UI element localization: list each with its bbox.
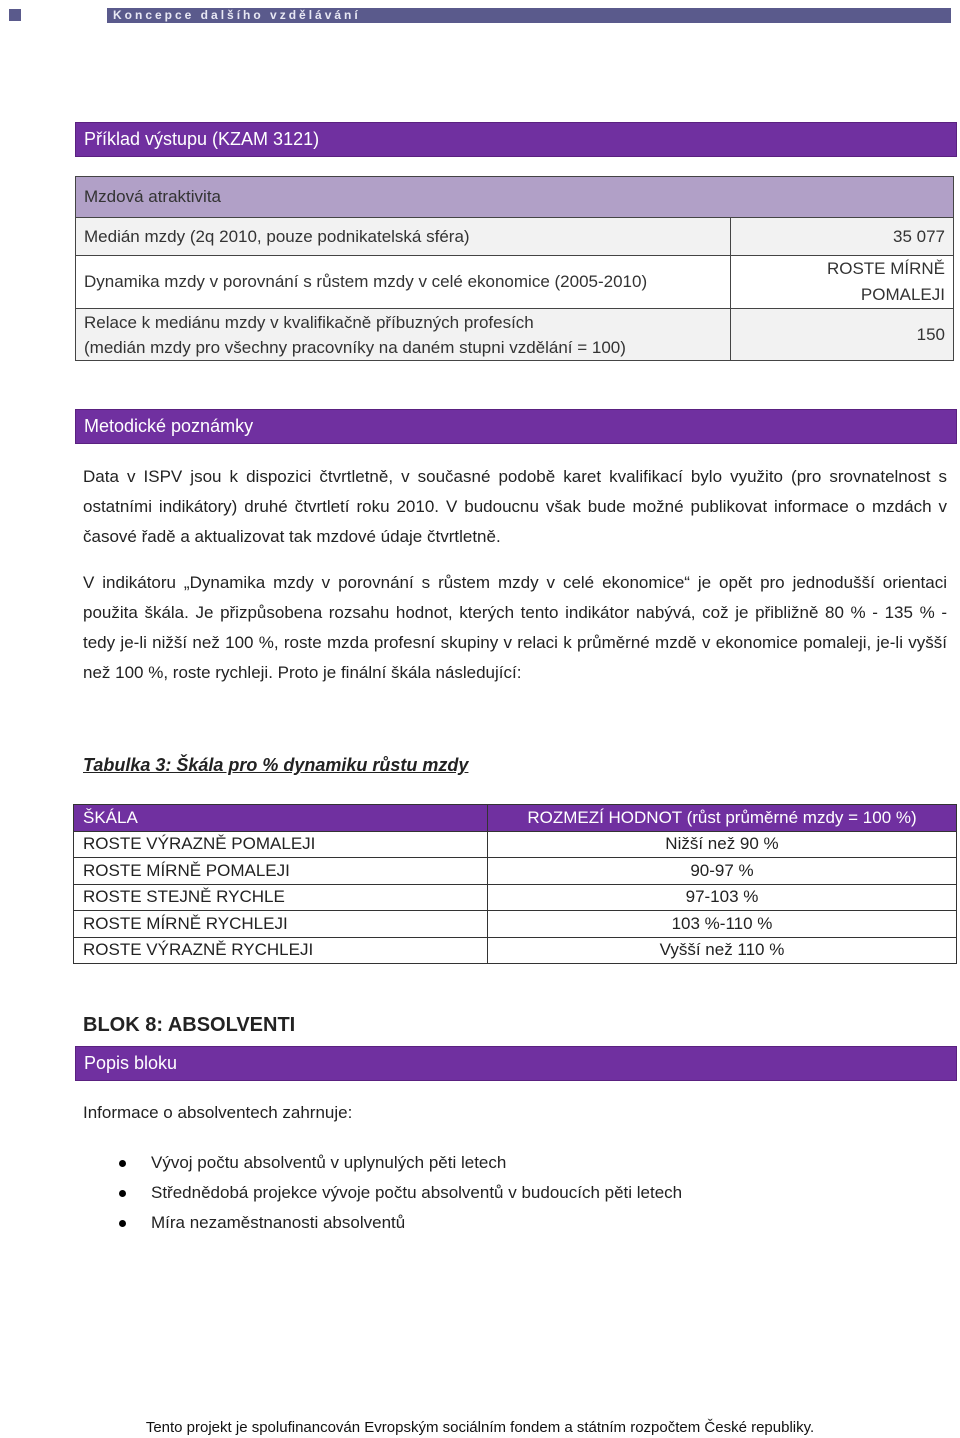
notes-paragraph-1: Data v ISPV jsou k dispozici čtvrtletně, v současné podobě karet kvalifikací bylo využito (pro srovnatelnost s ostatními indikátory) druhé čtvrtletí roku 2010. V budoucnu však bude možné publikovat informace o mzdách v časové řadě a aktualizovat tak mzdové údaje čtvrtletně. [83,467,947,546]
list-item [83,1178,682,1208]
wage-row-label [76,309,731,361]
wage-row-label-line1: Relace k mediánu mzdy v kvalifikačně příbuzných profesích [84,312,534,332]
block8-intro: Informace o absolventech zahrnuje: [83,1103,353,1122]
list-item [83,1208,682,1238]
notes-title: Metodické poznámky [75,409,957,444]
table-row [74,831,957,858]
bullet-icon [119,1160,126,1167]
list-item [83,1148,682,1178]
footer-text: Tento projekt je spolufinancován Evropským sociálním fondem a státním rozpočtem České republiky. [145,1419,815,1436]
block8-title: BLOK 8: ABSOLVENTI [83,1014,296,1036]
range-cell: 90-97 % [488,858,957,885]
wage-row-value: ROSTE MÍRNĚ POMALEJI [731,256,954,309]
table-row [74,884,957,911]
wage-table [75,176,954,361]
notes-paragraph-2: V indikátoru „Dynamika mzdy v porovnání s růstem mzdy v celé ekonomice“ je opět pro jednodušší orientaci použita škála. Je přizpůsobena rozsahu hodnot, kterých tento indikátor nabývá, což je přibližně 80 % - 135 % - tedy je-li nižší než 100 %, roste mzda profesní skupiny v relaci k průměrné mzdě v ekonomice pomaleji, je-li vyšší než 100 %, roste rychleji. Proto je finální škála následující: [83,573,947,682]
range-cell: Vyšší než 110 % [488,937,957,964]
wage-row-value: 150 [731,309,954,361]
table-row [74,937,957,964]
wage-section-title: Mzdová atraktivita [76,177,954,218]
scale-header-range: ROZMEZÍ HODNOT (růst průměrné mzdy = 100 %) [488,805,957,832]
range-cell: Nižší než 90 % [488,831,957,858]
block8-list [83,1148,682,1238]
header-title: Koncepce dalšího vzdělávání [107,8,951,23]
wage-row-value: 35 077 [731,218,954,256]
scale-cell: ROSTE MÍRNĚ POMALEJI [74,858,488,885]
scale-cell: ROSTE STEJNĚ RYCHLE [74,884,488,911]
block8-subtitle: Popis bloku [75,1046,957,1081]
wage-row-label-line2: (medián mzdy pro všechny pracovníky na daném stupni vzdělání = 100) [84,337,626,357]
list-item-text: Střednědobá projekce vývoje počtu absolventů v budoucích pěti letech [151,1183,683,1202]
scale-cell: ROSTE VÝRAZNĚ RYCHLEJI [74,937,488,964]
range-cell: 103 %-110 % [488,911,957,938]
header-square-icon [9,9,21,21]
bullet-icon [119,1220,126,1227]
scale-table [73,804,957,964]
scale-table-caption: Tabulka 3: Škála pro % dynamiku růstu mzdy [83,755,469,775]
scale-cell: ROSTE MÍRNĚ RYCHLEJI [74,911,488,938]
wage-row-label: Dynamika mzdy v porovnání s růstem mzdy v celé ekonomice (2005-2010) [76,256,731,309]
scale-cell: ROSTE VÝRAZNĚ POMALEJI [74,831,488,858]
table-row [74,911,957,938]
example-title: Příklad výstupu (KZAM 3121) [75,122,957,157]
table-row [74,858,957,885]
wage-row-label: Medián mzdy (2q 2010, pouze podnikatelská sféra) [76,218,731,256]
scale-header-scale: ŠKÁLA [74,805,488,832]
bullet-icon [119,1190,126,1197]
range-cell: 97-103 % [488,884,957,911]
list-item-text: Míra nezaměstnanosti absolventů [151,1213,406,1232]
list-item-text: Vývoj počtu absolventů v uplynulých pěti letech [151,1153,507,1172]
